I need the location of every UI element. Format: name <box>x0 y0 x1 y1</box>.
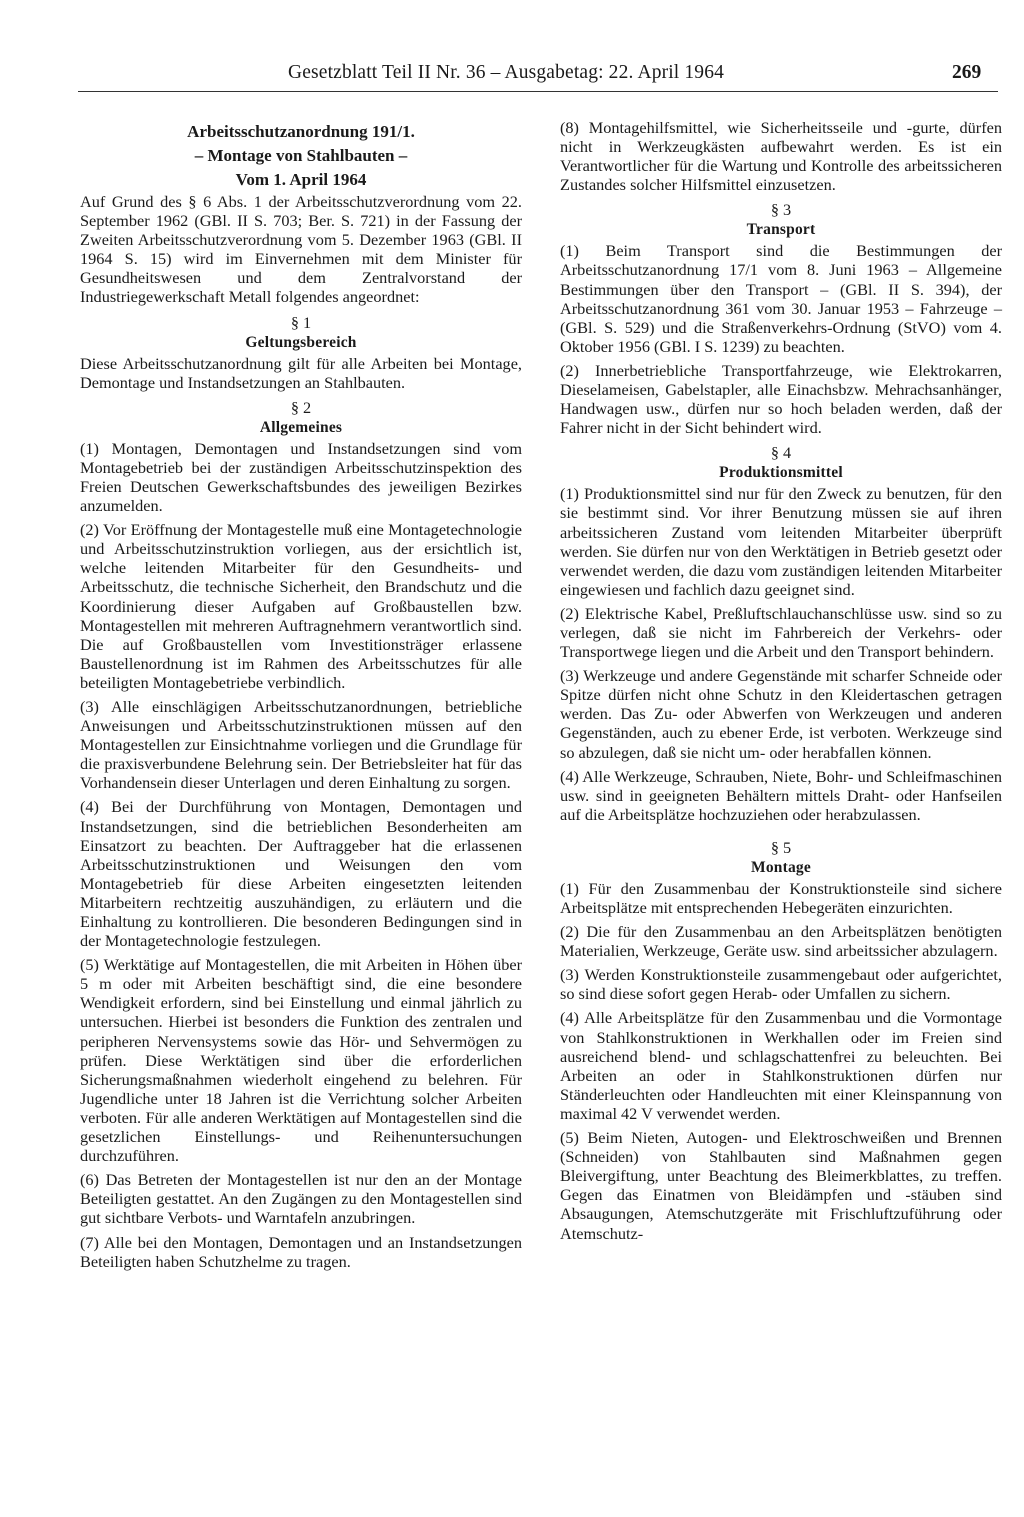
section-2-paragraph-3: (3) Alle einschlägigen Arbeitsschutzanordnungen, betriebliche Anweisungen und Arbeitsschutzinstruktionen müssen auf den Montagestellen zur Einsichtnahme vorliegen und die Grundlage für die praxisverbundene Belehrung sein. Der Betriebsleiter hat für das Vorhandensein dieser Unterlagen und deren Einhaltung zu sorgen. <box>80 696 522 793</box>
section-3-title: Transport <box>746 221 816 239</box>
left-column <box>80 118 522 1276</box>
section-1-paragraph: Diese Arbeitsschutzanordnung gilt für alle Arbeiten bei Montage, Demontage und Instandsetzungen an Stahlbauten. <box>80 353 522 392</box>
section-5-paragraph-3: (3) Werden Konstruktionsteile zusammengebaut oder aufgerichtet, so sind diese sofort gegen Herab- oder Umfallen zu sichern. <box>560 965 1002 1004</box>
section-4-title: Produktionsmittel <box>719 464 843 482</box>
section-3-paragraph-2: (2) Innerbetriebliche Transportfahrzeuge, wie Elektrokarren, Dieselameisen, Gabelstapler, alle Einachsbzw. Mehrachsanhänger, Handwagen usw., dürfen nur so hoch beladen werden, daß der Fahrer nicht in der Sicht behindert wird. <box>560 360 1002 438</box>
document-subtitle: – Montage von Stahlbauten – <box>194 146 408 165</box>
section-5-paragraph-5: (5) Beim Nieten, Autogen- und Elektroschweißen und Brennen (Schneiden) von Stahlbauten sind Maßnahmen gegen Bleivergiftung, unter Beachtung des Bleimerkblattes, zu treffen. Gegen das Einatmen von Bleidämpfen und -stäuben sind Absaugungen, Atemschutzgeräte mit Frischluftzuführung oder Atemschutz- <box>560 1128 1002 1243</box>
section-2-paragraph-1: (1) Montagen, Demontagen und Instandsetzungen sind vom Montagebetrieb bei der zuständigen Arbeitsschutzinspektion des Freien Deutschen Gewerkschaftsbundes des jeweiligen Bezirkes anzumelden. <box>80 438 522 516</box>
section-5-title: Montage <box>751 858 811 876</box>
section-4-number: § 4 <box>770 443 792 463</box>
header-rule <box>78 91 998 92</box>
section-3-number: § 3 <box>770 200 792 220</box>
preamble-paragraph: Auf Grund des § 6 Abs. 1 der Arbeitsschutzverordnung vom 22. September 1962 (GBl. II S. 703; Ber. S. 721) in der Fassung der Zweiten Arbeitsschutzverordnung vom 5. Dezember 1963 (GBl. II 1964 S. 15) wird im Einvernehmen mit dem Minister für Gesundheitswesen und dem Zentralvorstand der Industriegewerkschaft Metall folgendes angeordnet: <box>80 192 522 307</box>
section-4-paragraph-3: (3) Werkzeuge und andere Gegenstände mit scharfer Schneide oder Spitze dürfen nicht ohne Schutz in den Kleidertaschen getragen werden. Das Zu- oder Abwerfen von Werkzeugen und anderen Gegenständen, auch zu ebener Erde, ist verboten. Werkzeuge sind so abzulegen, daß sie nicht um- oder herabfallen können. <box>560 666 1002 762</box>
section-5-paragraph-1: (1) Für den Zusammenbau der Konstruktionsteile sind sichere Arbeitsplätze mit entsprechenden Hebegeräten einzurichten. <box>560 878 1002 917</box>
page-number: 269 <box>952 62 982 83</box>
section-4-paragraph-1: (1) Produktionsmittel sind nur für den Zweck zu benutzen, für den sie bestimmt sind. Vor ihrer Benutzung müssen sie auf ihren arbeitssicheren Zustand vom leitenden Mitarbeiter überprüft werden. Sie dürfen nur von den Werktätigen in Betrieb gesetzt oder verwendet werden, die dazu vom zuständigen leitenden Mitarbeiter eingewiesen und fachlich dazu geeignet sind. <box>560 484 1002 599</box>
running-title: Gesetzblatt Teil II Nr. 36 – Ausgabetag: 22. April 1964 <box>288 62 724 83</box>
section-2-paragraph-5: (5) Werktätige auf Montagestellen, die mit Arbeiten in Höhen über 5 m oder mit Arbeiten beschäftigt sind, die eine besondere Wendigkeit erfordern, sind bei Einstellung und einmal jährlich zu untersuchen. Hierbei ist besonders die Funktion des zentralen und peripheren Nervensystems sowie das Hör- und Sehvermögen zu prüfen. Diese Werktätigen sind über die erforderlichen Sicherungsmaßnahmen wiederholt eingehend zu belehren. Für Jugendliche unter 18 Jahren ist die Verrichtung solcher Arbeiten verboten. Für alle anderen Werktätigen auf Montagestellen sind die gesetzlichen Einstellungs- und Reihenuntersuchungen durchzuführen. <box>80 955 522 1166</box>
running-header <box>0 56 1024 96</box>
section-5-paragraph-2: (2) Die für den Zusammenbau an den Arbeitsplätzen benötigten Materialien, Werkzeuge, Geräte usw. sind arbeitssicher abzulagern. <box>560 922 1002 961</box>
section-2-paragraph-4: (4) Bei der Durchführung von Montagen, Demontagen und Instandsetzungen, sind die betrieblichen Besonderheiten am Einsatzort zu beachten. Der Auftraggeber hat die erlassenen Arbeitsschutzinstruktionen und Weisungen den vom Montagebetrieb für diese Arbeiten eingesetzten leitenden Mitarbeitern rechtzeitig auszuhändigen, zu erläutern und die Einhaltung zu kontrollieren. Die besonderen Bedingungen sind in der Montagetechnologie festzulegen. <box>80 797 522 951</box>
section-2-paragraph-6: (6) Das Betreten der Montagestellen ist nur den an der Montage Beteiligten gestattet. An den Zugängen zu den Montagestellen sind gut sichtbare Verbots- und Warntafeln anzubringen. <box>80 1170 522 1228</box>
document-title: Arbeitsschutzanordnung 191/1. <box>187 122 415 141</box>
section-5-number: § 5 <box>770 837 792 857</box>
section-2-paragraph-2: (2) Vor Eröffnung der Montagestelle muß eine Montagetechnologie und Arbeitsschutzinstruktion vorliegen, aus der ersichtlich ist, welche leitenden Mitarbeiter für den Gesundheits- und Arbeitsschutz, die technische Sicherheit, den Brandschutz und die Koordinierung dieser Aufgaben auf Großbaustellen bzw. Montagestellen mit mehreren Auftragnehmern verantwortlich sind. Die auf Großbaustellen vom Investitionsträger erlassene Baustellenordnung ist im Rahmen des Arbeitsschutzes für alle beteiligten Montagebetriebe verbindlich. <box>80 520 522 692</box>
section-2-number: § 2 <box>290 397 312 417</box>
section-5-paragraph-4: (4) Alle Arbeitsplätze für den Zusammenbau und die Vormontage von Stahlkonstruktionen in Werkhallen oder im Freien sind ausreichend blend- und schlagschattenfrei zu beleuchten. Bei Arbeiten an oder in Stahlkonstruktionen dürfen nur Ständerleuchten oder Handleuchten mit einer Kleinspannung von maximal 42 V verwendet werden. <box>560 1008 1002 1123</box>
section-2-paragraph-8: (8) Montagehilfsmittel, wie Sicherheitsseile und -gurte, dürfen nicht in Werkzeugkästen aufbewahrt werden. Es ist ein Verantwortlicher für die Wartung und Kontrolle des arbeitssicheren Zustandes solcher Hilfsmittel einzusetzen. <box>560 118 1002 195</box>
right-column <box>560 118 1002 1248</box>
section-2-paragraph-7: (7) Alle bei den Montagen, Demontagen und an Instandsetzungen Beteiligten haben Schutzhelme zu tragen. <box>80 1232 522 1271</box>
section-4-paragraph-2: (2) Elektrische Kabel, Preßluftschlauchanschlüsse usw. sind so zu verlegen, daß sie nicht im Fahrbereich der Verkehrs- oder Transportwege liegen und die Arbeit und den Transport behindern. <box>560 603 1002 662</box>
section-4-paragraph-4: (4) Alle Werkzeuge, Schrauben, Niete, Bohr- und Schleifmaschinen usw. sind in geeigneten Behältern mittels Draht- oder Hanfseilen auf die Arbeitsplätze hochzuziehen oder herabzulassen. <box>560 766 1002 824</box>
section-1-number: § 1 <box>290 312 312 332</box>
section-3-paragraph-1: (1) Beim Transport sind die Bestimmungen der Arbeitsschutzanordnung 17/1 vom 8. Juni 1963 – Allgemeine Bestimmungen über den Transport – (GBl. II S. 394), der Arbeitsschutzanordnung 361 vom 30. Januar 1953 – Fahrzeuge – (GBl. S. 529) und die Straßenverkehrs-Ordnung (StVO) vom 4. Oktober 1956 (GBl. I S. 1239) zu beachten. <box>560 241 1002 356</box>
section-2-title: Allgemeines <box>259 418 343 436</box>
document-date: Vom 1. April 1964 <box>235 170 367 189</box>
section-1-title: Geltungsbereich <box>245 333 357 351</box>
